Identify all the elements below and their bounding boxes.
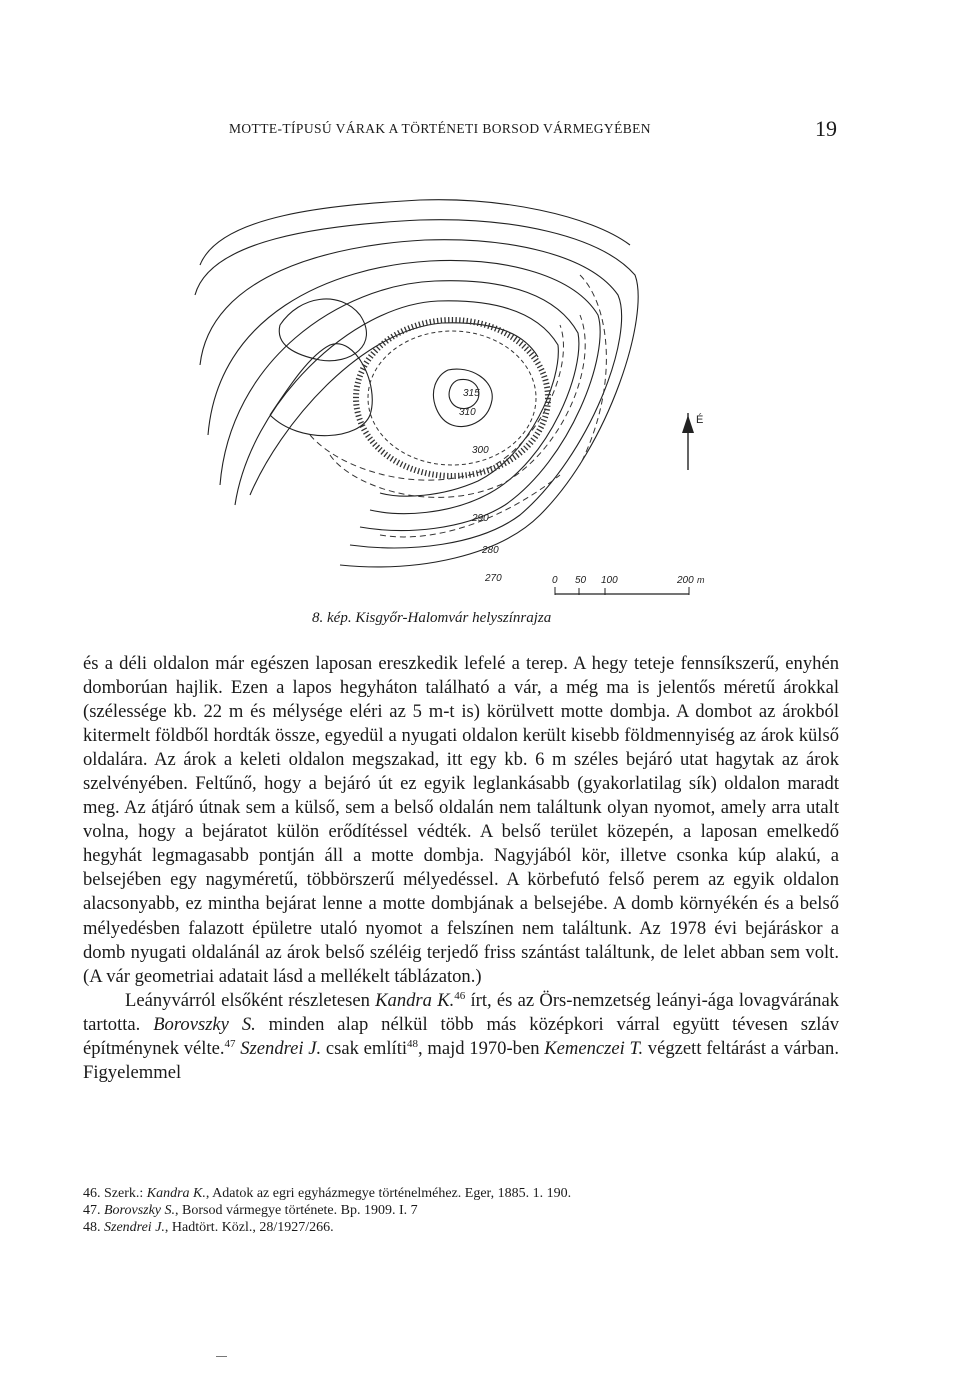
contour-label: 315 — [463, 388, 480, 399]
site-plan-figure — [180, 185, 720, 605]
caption-number: 8. kép. — [312, 610, 352, 626]
contour-label: 280 — [482, 545, 499, 556]
footnote-ref: 48 — [407, 1037, 419, 1050]
contour-line — [200, 200, 630, 265]
scale-tick-label: 100 — [601, 575, 618, 586]
stray-mark — [216, 1356, 227, 1357]
contour-line — [200, 240, 622, 548]
author-name: Borovszky S. — [153, 1013, 256, 1035]
dashed-contour — [580, 275, 606, 465]
contour-label: 310 — [459, 407, 476, 418]
footnote-ref: 47 — [224, 1037, 236, 1050]
footnotes — [83, 1186, 803, 1236]
author-name: Kemenczei T. — [544, 1037, 644, 1059]
contour-label: 300 — [472, 445, 489, 456]
north-label: É — [696, 414, 704, 426]
scale-bar — [552, 575, 705, 595]
scale-tick-label: 0 — [552, 575, 558, 586]
contour-line — [195, 220, 638, 567]
author-name: Szendrei J. — [240, 1037, 322, 1059]
contour-line — [208, 260, 600, 530]
page-number: 19 — [815, 116, 837, 141]
scale-tick-label: 200 — [677, 575, 694, 586]
footnote: 47. Borovszky S., Borsod vármegye története. Bp. 1909. I. 7 — [83, 1202, 418, 1218]
moat-ring — [356, 320, 548, 476]
moat-inner-edge — [368, 331, 536, 465]
scale-unit: m — [697, 575, 705, 585]
contour-label: 270 — [485, 573, 502, 584]
author-name: Kandra K. — [375, 989, 455, 1011]
caption-text: Kisgyőr-Halomvár helyszínrajza — [355, 610, 552, 626]
paragraph: Leányvárról elsőként részletesen Kandra K.$^{46}$ írt, és az Örs-nemzetség leányi-ága lovagvárának tartotta. Borovszky S. minden alap nélkül több más középkori várral együtt tévesen szláv építménynek vélte.$^{47}$ Szendrei J. csak említi$^{48}$, majd 1970-ben Kemenczei T. végzett feltárást a várban. Figyelemmel — [83, 989, 839, 1083]
running-title: MOTTE-TÍPUSÚ VÁRAK A TÖRTÉNETI BORSOD VÁRMEGYÉBEN — [229, 121, 651, 136]
scale-tick-label: 50 — [575, 575, 587, 586]
paragraph: és a déli oldalon már egészen laposan ereszkedik lefelé a terep. A hegy teteje fennsíkszerű, enyhén domborúan hajlik. Ezen a lapos hegyháton található a vár, a még ma is jelentős méretű árokkal (szélessége kb. 22 m és mélysége eléri az 5 m-t is) körülvett motte dombja. A dombot az árokból kitermelt földből hordták össze, egyedül a nyugati oldalon került kisebb földmennyiség az árok külső oldalára. Az árok a keleti oldalon megszakad, itt egy kb. 6 m széles bejáró utat hagytak az árok szelvényében. Feltűnő, hogy a bejáró út ez egyik leglankásabb (gyakorlatilag sík) oldalon maradt meg. Az átjáró útnak sem a külső, sem a belső oldalán nem találtunk olyan nyomot, amely arra utalt volna, hogy a bejáratot külön erődítéssel védték. A belső terület közepén, a laposan emelkedő hegyhát legmagasabb pontján áll a motte dombja. Nagyjából kör, illetve csonka kúp alakú, a belsejében egy nagyméretű, többörszerű mélyedéssel. A körbefutó felső perem az egyik oldalon alacsonyabb, ez mintha bejárat lenne a motte dombjának a belsejébe. A domb környékén és a belső mélyedésben falazott épületre utaló nyomot a felszínen nem találtunk. Az 1978 évi bejáráskor a domb nyugati oldalánál az árok belső széléig terjedő friss szántást találtunk, de lelet abban sem volt. (A vár geometriai adatait lásd a mellékelt táblázaton.) — [83, 653, 839, 987]
figure-caption — [312, 610, 551, 627]
contour-map — [180, 185, 720, 605]
north-arrow-icon — [682, 413, 703, 470]
footnote: 48. Szendrei J., Hadtört. Közl., 28/1927/266. — [83, 1219, 334, 1235]
footnote: 46. Szerk.: Kandra K., Adatok az egri egyházmegye történelméhez. Eger, 1885. 1. 190. — [83, 1186, 572, 1201]
footnote-ref: 46 — [454, 989, 466, 1002]
contour-label: 290 — [472, 513, 489, 524]
body-text — [83, 652, 839, 1085]
dashed-contour — [310, 325, 563, 480]
contour-line — [235, 301, 558, 505]
